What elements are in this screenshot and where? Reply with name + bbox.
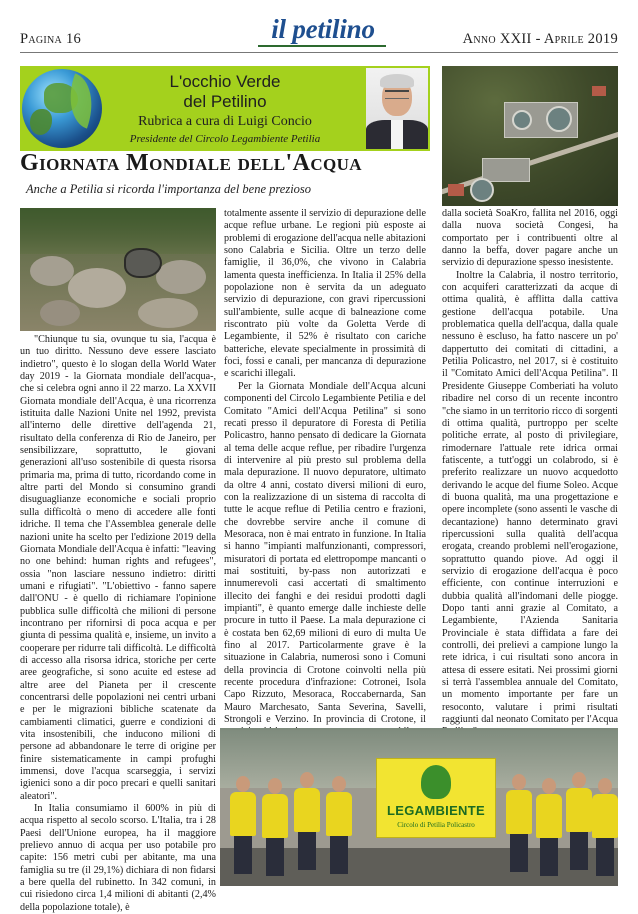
banner-circle: Circolo di Petilia Policastro [397,821,475,829]
legambiente-logo-icon [421,765,451,799]
masthead-logo: il petilino [271,14,375,44]
paragraph: In Italia consumiamo il 600% in più di acqua rispetto al secolo scorso. L'Italia, tra i 28 Paesi dell'Unione europea, ha il maggiore prelievo annuo di acqua per uso potabile pro capite: 156 metri cubi per abitante, ma una famiglia su tre (il 29,1%) dichiara di non fidarsi a bere quella del rubinetto. In 342 comuni, in cui risiedono circa 1,4 milioni di abitanti (2,4% della popolazione totale), è [20,803,216,913]
article-column-1 [20,334,216,914]
rubric-author-role: Presidente del Circolo Legambiente Petilia [129,133,321,145]
paragraph: Per la Giornata Mondiale dell'Acqua alcuni componenti del Circolo Legambiente Petilia e del Comitato "Amici dell'Acqua Petilina" si sono recati presso il depuratore di Foresta di Petilia Policastro, hanno pensato di dedicare la Giornata al tema delle acque reflue, per ribadire l'urgenza di intervenire al più presto sul problema della mala depurazione. Il nuovo depuratore, ultimato da oltre 4 anni, costato diversi milioni di euro, con la realizzazione di un sistema di raccolta di tutte le acque reflue di Petilia centro e frazioni, che dovrebbe servire anche il comune di Mesoraca, non è mai entrato in funzione. In Italia si hanno "impianti malfunzionanti, compressori, misuratori di portata ed elettropompe mancanti o mai sostituiti, by-pass non autorizzati e innumerevoli casi accertati di smaltimento illecito dei fanghi e dei residui prodotti dagli impianti", è quanto emerge dalle inchieste delle procure in tutto il Paese. La mala depurazione ci è costata ben 62,69 milioni di euro di multa Ue fino al 2017. Particolarmente grave è la situazione in Calabria, numerosi sono i Comuni della provincia di Crotone coinvolti nella più recente procedura d'infrazione: Cotronei, Isola Capo Rizzuto, Mesoraca, Roccabernarda, San Mauro Marchesato, Santa Severina, Savelli, Strongoli e Verzino. In provincia di Crotone, il [224,380,426,726]
group-photo-legambiente [220,728,618,886]
paragraph: Inoltre la Calabria, il nostro territorio, con acquiferi caratterizzati da acque di ottima qualità, è afflitta dalla cattiva gestione dell'acqua potabile. Una problematica quella dell'acqua, dalla quale nessuno è escluso, ha fatto nascere un po' dappertutto dei comitati di cittadini, a Petilia Policastro, nel 2017, si è costituito il "Comitato Amici dell'Acqua Petilina". Il Presidente Giuseppe Comberiati ha voluto ribadire nel corso di un recente incontro "che siamo in un territorio ricco di sorgenti di ottima qualità, purtroppo per scelte politiche errate, al posto di privilegiare, rimodernare l'attuale rete idrica ormai fatiscente, a tutt'oggi un colabrodo, si è preferito realizzare un nuovo acquedotto derivando le acque del fiume Soleo. Acque di buona qualità, ma una progettazione e opere incomplete (sono assenti le vasche di decantazione) hanno determinato gravi ripercussioni sulla qualità dell'acqua erogata, creando problemi nell'erogazione, soprattutto quando piove. Ad oggi il servizio di erogazione dell'acqua è poco efficiente, con continue interruzioni e dubbia qualità all'indomani delle piogge. Dopo tanti anni grazie al Comitato, a Legambiente, l'Azienda Sanitaria Provinciale è stata diffidata a fare dei controlli, dei prelievi a campione lungo la rete idrica, i cui risultati sono ancora in attesa di essere esitati. Nei prossimi giorni si terrà l'assemblea annuale del Comitato, un momento importante per fare un resoconto, valutare i primi risultati raggiunti dal neonato Comitato per l'Acqua [442,269,618,726]
rubric-box [20,66,430,151]
masthead-underline [258,45,386,47]
page-number: Pagina 16 [20,31,82,47]
issue-label: Anno XXII - Aprile 2019 [462,31,618,47]
banner-brand: LEGAMBIENTE [387,803,485,818]
article-column-2 [224,208,426,763]
paragraph: totalmente assente il servizio di depurazione delle acque reflue urbane. Le regioni più esposte ai problemi di erogazione dell'acqua nelle abitazioni sono Calabria e Sicilia. Oltre un terzo delle famiglie, il 36,0%, che vivono in Calabria lamenta questa inefficienza. In Italia il 25% della popolazione non è servita da un adeguato servizio di depurazione, con gravi ripercussioni sull'ambiente, sulle acque di balneazione come riscontrato più volte da Goletta Verde di Legambiente, il 52% è risultato con cariche batteriche, elevate specialmente in prossimità di foci, fossi e canali, per mancanza di depurazione e scarichi illegali. [224,208,426,380]
article-subtitle: Anche a Petilia si ricorda l'importanza del bene prezioso [26,182,312,196]
author-portrait [366,68,428,149]
rubric-title-line2: del Petilino [183,92,267,111]
legambiente-banner [376,758,496,838]
rubric-title-line1: L'occhio Verde [169,72,281,91]
rubric-subtitle: Rubrica a cura di Luigi Concio [138,114,312,129]
paragraph: "Chiunque tu sia, ovunque tu sia, l'acqua è un tuo diritto. Nessuno deve essere lasciato indietro", questo è lo slogan della World Water day 2019 - la Giornata mondiale dell'acqua-, che si celebra ogni anno il 22 marzo. La XXVII Giornata mondiale dell'Acqua, è una ricorrenza istituita dalle Nazioni Unite nel 1992, prevista all'interno delle direttive dell'agenda 21, risultato della conferenza di Rio de Janeiro, per sensibilizzare, soprattutto, le giovani generazioni all'uso sostenibile di questa risorsa primaria ma, prima di tutto, ricordando come in altre parti del Mondo si consumino grandi disuguaglianze economiche e sociali proprio sulla difficoltà o meno di accedere alle fonti idriche. Il tema che l'Assemblea generale delle nazioni unite ha scelto per l'edizione 2019 della Giornata Mondiale dell'Acqua è infatti: "leaving no one behind: human rights and refugees", ossia "non lasciare nessuno indietro: diritti umani e rifugiati". "L'obiettivo - fanno sapere dall'ONU - è quello di richiamare l'opinione pubblica sulle difficoltà che milioni di persone incontrano per rifornirsi di poca acqua e per giunta di pessima qualità e, insieme, un invito a cooperare per ridurre tali difficoltà. Le difficoltà di accesso alla risorsa idrica, storiche per certe aree geografiche, si sono acuite ed estese ad altre aree del Pianeta per il crescente concentrarsi delle popolazioni nei centri urbani e per le migrazioni bibliche scatenate da cambiamenti climatici, guerre e condizioni di vita insostenibili, che inducono milioni di persone ad abbandonare le terre di origine per finire sistematicamente in campi profughi immensi, dove l'acqua scarseggia, i servizi igienici sono a dir poco precari e quelli sanitari aleatori". [20,334,216,802]
paragraph: dalla società SoaKro, fallita nel 2016, oggi dalla nuova società Congesi, ha comportato per i contribuenti oltre al danno la beffa, dover pagare anche un servizio di depurazione spesso inesistente. [442,208,618,269]
aerial-photo-treatment-plant [442,66,618,206]
article-title: Giornata Mondiale dell'Acqua [20,150,362,176]
article-column-3 [442,208,618,813]
header-divider [20,52,618,53]
photo-drain-pipe [20,208,216,331]
